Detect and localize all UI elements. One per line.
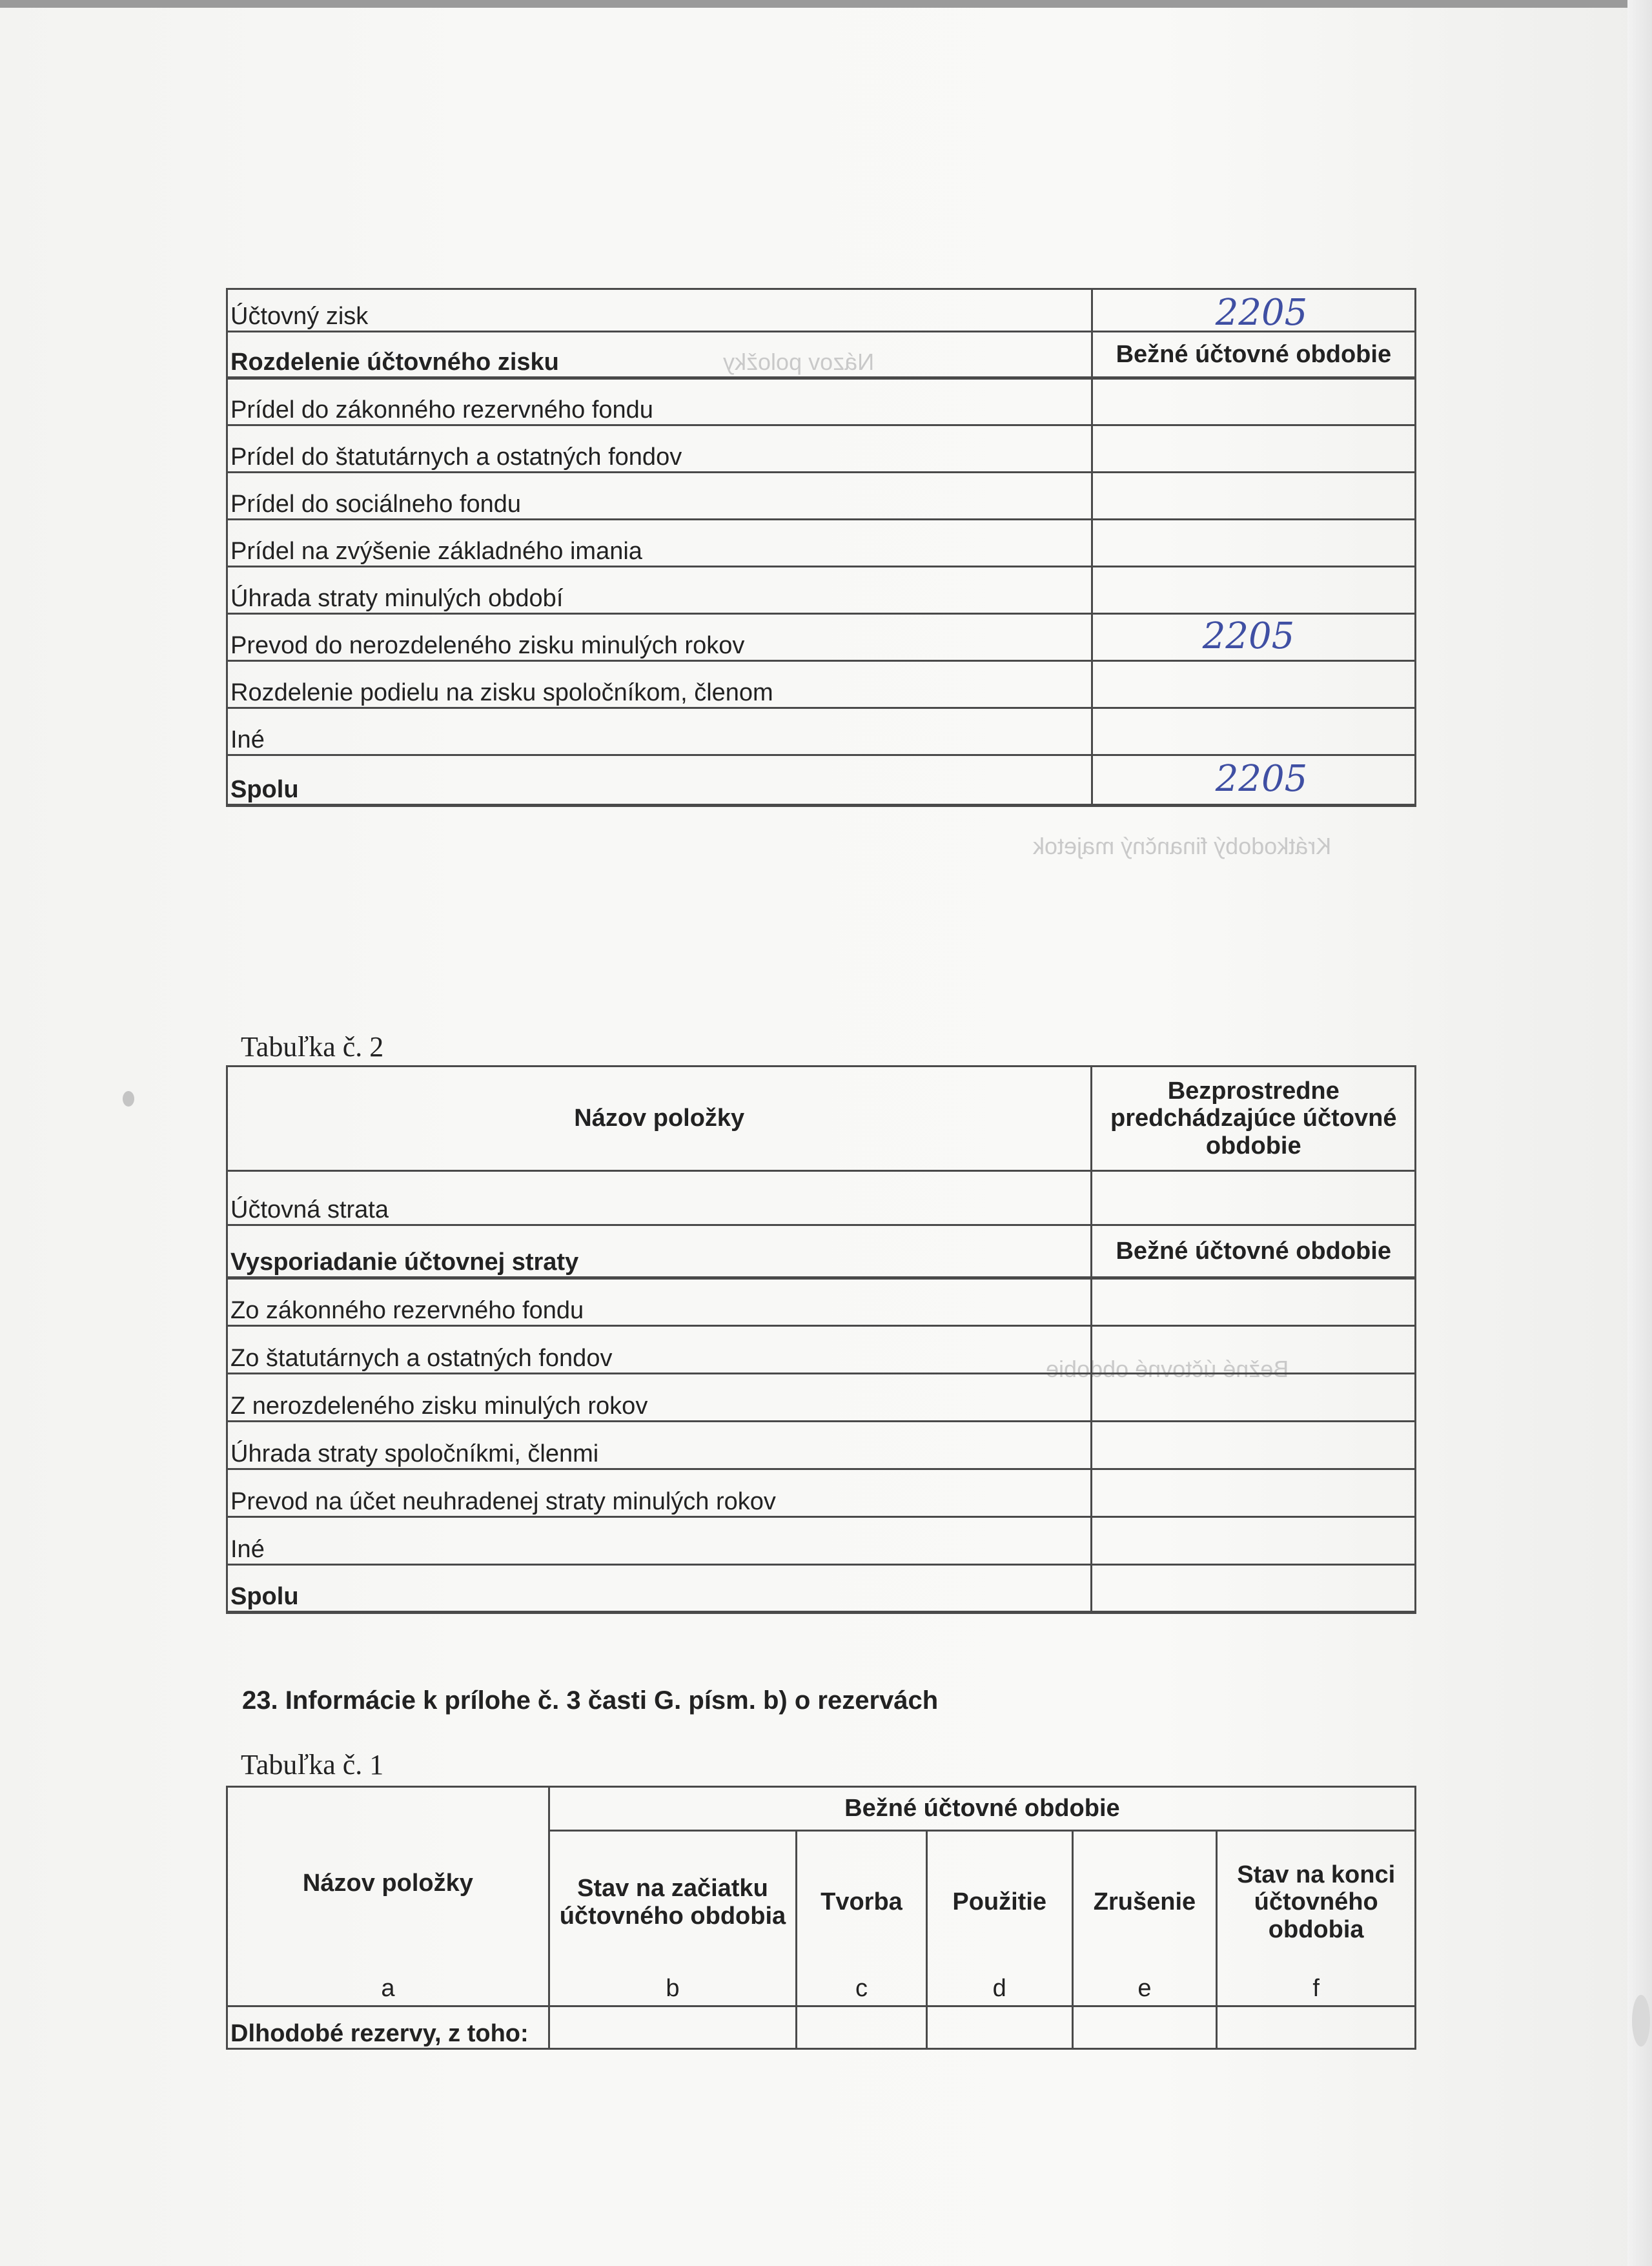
column-letter: a bbox=[381, 1975, 395, 2003]
previous-period-header: Bezprostredne predchádzajúce účtovné obdobie bbox=[1092, 1067, 1416, 1171]
row-value bbox=[1072, 2006, 1217, 2049]
row-label: Z nerozdeleného zisku minulých rokov bbox=[227, 1374, 1092, 1422]
total-value bbox=[1092, 1565, 1416, 1613]
row-value bbox=[1092, 661, 1415, 708]
row-value bbox=[1092, 1278, 1416, 1326]
scan-right-edge bbox=[1627, 0, 1652, 2266]
table-header-row bbox=[227, 1787, 1416, 1831]
handwritten-transfer-value: 2205 bbox=[1202, 615, 1295, 657]
table-row bbox=[227, 567, 1416, 614]
row-value bbox=[797, 2006, 927, 2049]
row-label: Dlhodobé rezervy, z toho: bbox=[227, 2006, 549, 2049]
cancellation-header bbox=[1072, 1831, 1217, 2006]
row-value bbox=[1217, 2006, 1416, 2049]
bleed-through: Názov položky bbox=[723, 349, 875, 375]
row-value bbox=[1092, 567, 1415, 614]
section-23-heading: 23. Informácie k prílohe č. 3 časti G. písm. b) o rezervách bbox=[242, 1686, 939, 1715]
table-row bbox=[227, 1374, 1416, 1422]
table-row bbox=[227, 378, 1416, 425]
item-name-header bbox=[227, 1787, 549, 2006]
column-letter: b bbox=[666, 1975, 680, 2003]
row-value-cell bbox=[1092, 614, 1415, 661]
scan-top-edge bbox=[0, 0, 1652, 8]
handwritten-total-value: 2205 bbox=[1215, 758, 1308, 800]
row-label: Rozdelenie podielu na zisku spoločníkom, členom bbox=[227, 661, 1092, 708]
row-label: Úhrada straty minulých období bbox=[227, 567, 1092, 614]
item-name-header: Názov položky bbox=[227, 1067, 1092, 1171]
usage-header bbox=[926, 1831, 1072, 2006]
row-label: Iné bbox=[227, 1517, 1092, 1565]
table-total-row bbox=[227, 755, 1416, 806]
table-header-row bbox=[227, 1067, 1416, 1171]
row-value bbox=[1092, 708, 1415, 755]
creation-label: Tvorba bbox=[821, 1888, 902, 1916]
opening-balance-header bbox=[549, 1831, 796, 2006]
row-label: Zo zákonného rezervného fondu bbox=[227, 1278, 1092, 1326]
table-row bbox=[227, 1422, 1416, 1469]
current-period-header: Bežné účtovné obdobie bbox=[1092, 332, 1415, 378]
row-value bbox=[1092, 1326, 1416, 1374]
table-row bbox=[227, 1517, 1416, 1565]
column-letter: e bbox=[1137, 1975, 1152, 2003]
scan-speck bbox=[123, 1091, 134, 1107]
row-label: Prídel na zvýšenie základného imania bbox=[227, 520, 1092, 567]
handwritten-profit-value: 2205 bbox=[1215, 292, 1308, 334]
bleed-through: Bežné účtovné obdobie bbox=[1046, 1356, 1289, 1382]
table1-caption: Tabuľka č. 1 bbox=[241, 1749, 384, 1781]
row-label: Prídel do štatutárnych a ostatných fondov bbox=[227, 425, 1092, 473]
row-value bbox=[1092, 1422, 1416, 1469]
item-name-header-label: Názov položky bbox=[302, 1870, 473, 1897]
table-row bbox=[227, 1171, 1416, 1225]
cancellation-label: Zrušenie bbox=[1093, 1888, 1196, 1916]
settlement-header-label: Vysporiadanie účtovnej straty bbox=[227, 1225, 1092, 1278]
distribution-header-label: Rozdelenie účtovného zisku bbox=[227, 332, 1092, 378]
loss-value bbox=[1092, 1171, 1416, 1225]
table-row bbox=[227, 425, 1416, 473]
row-label: Prídel do sociálneho fondu bbox=[227, 473, 1092, 520]
total-value-cell bbox=[1092, 755, 1415, 806]
row-value bbox=[1092, 1517, 1416, 1565]
closing-balance-label: Stav na konci účtovného obdobia bbox=[1237, 1861, 1396, 1943]
table2-caption: Tabuľka č. 2 bbox=[241, 1031, 384, 1063]
loss-settlement-table bbox=[226, 1065, 1416, 1614]
row-value bbox=[1092, 378, 1415, 425]
loss-label: Účtovná strata bbox=[227, 1171, 1092, 1225]
row-value bbox=[926, 2006, 1072, 2049]
row-value bbox=[1092, 520, 1415, 567]
bleed-through: Krátkodobý finančný majetok bbox=[1033, 833, 1332, 859]
profit-distribution-table bbox=[226, 288, 1416, 807]
current-period-header: Bežné účtovné obdobie bbox=[549, 1787, 1415, 1831]
table-row bbox=[227, 473, 1416, 520]
table-row bbox=[227, 661, 1416, 708]
table-row bbox=[227, 289, 1416, 332]
table-row bbox=[227, 520, 1416, 567]
table-row bbox=[227, 708, 1416, 755]
row-value bbox=[549, 2006, 796, 2049]
current-period-header: Bežné účtovné obdobie bbox=[1092, 1225, 1416, 1278]
total-label: Spolu bbox=[227, 1565, 1092, 1613]
row-label: Prevod na účet neuhradenej straty minulých rokov bbox=[227, 1469, 1092, 1517]
row-label: Iné bbox=[227, 708, 1092, 755]
profit-value-cell bbox=[1092, 289, 1415, 332]
row-label: Úhrada straty spoločníkmi, členmi bbox=[227, 1422, 1092, 1469]
row-label: Prevod do nerozdeleného zisku minulých rokov bbox=[227, 614, 1092, 661]
column-letter: c bbox=[855, 1975, 868, 2003]
total-label: Spolu bbox=[227, 755, 1092, 806]
closing-balance-header bbox=[1217, 1831, 1416, 2006]
table-row bbox=[227, 1326, 1416, 1374]
table-row bbox=[227, 1278, 1416, 1326]
table-header-row bbox=[227, 332, 1416, 378]
reserves-table bbox=[226, 1786, 1416, 2050]
table-total-row bbox=[227, 1565, 1416, 1613]
profit-label: Účtovný zisk bbox=[227, 289, 1092, 332]
usage-label: Použitie bbox=[952, 1888, 1047, 1916]
table-row bbox=[227, 614, 1416, 661]
table-header-row bbox=[227, 1225, 1416, 1278]
row-value bbox=[1092, 473, 1415, 520]
table-row bbox=[227, 1469, 1416, 1517]
row-label: Prídel do zákonného rezervného fondu bbox=[227, 378, 1092, 425]
row-value bbox=[1092, 425, 1415, 473]
creation-header bbox=[797, 1831, 927, 2006]
row-value bbox=[1092, 1374, 1416, 1422]
punch-hole bbox=[1632, 1995, 1650, 2047]
column-letter: f bbox=[1312, 1975, 1320, 2003]
table-row bbox=[227, 2006, 1416, 2049]
column-letter: d bbox=[992, 1975, 1006, 2003]
row-value bbox=[1092, 1469, 1416, 1517]
opening-balance-label: Stav na začiatku účtovného obdobia bbox=[559, 1874, 786, 1930]
row-label: Zo štatutárnych a ostatných fondov bbox=[227, 1326, 1092, 1374]
